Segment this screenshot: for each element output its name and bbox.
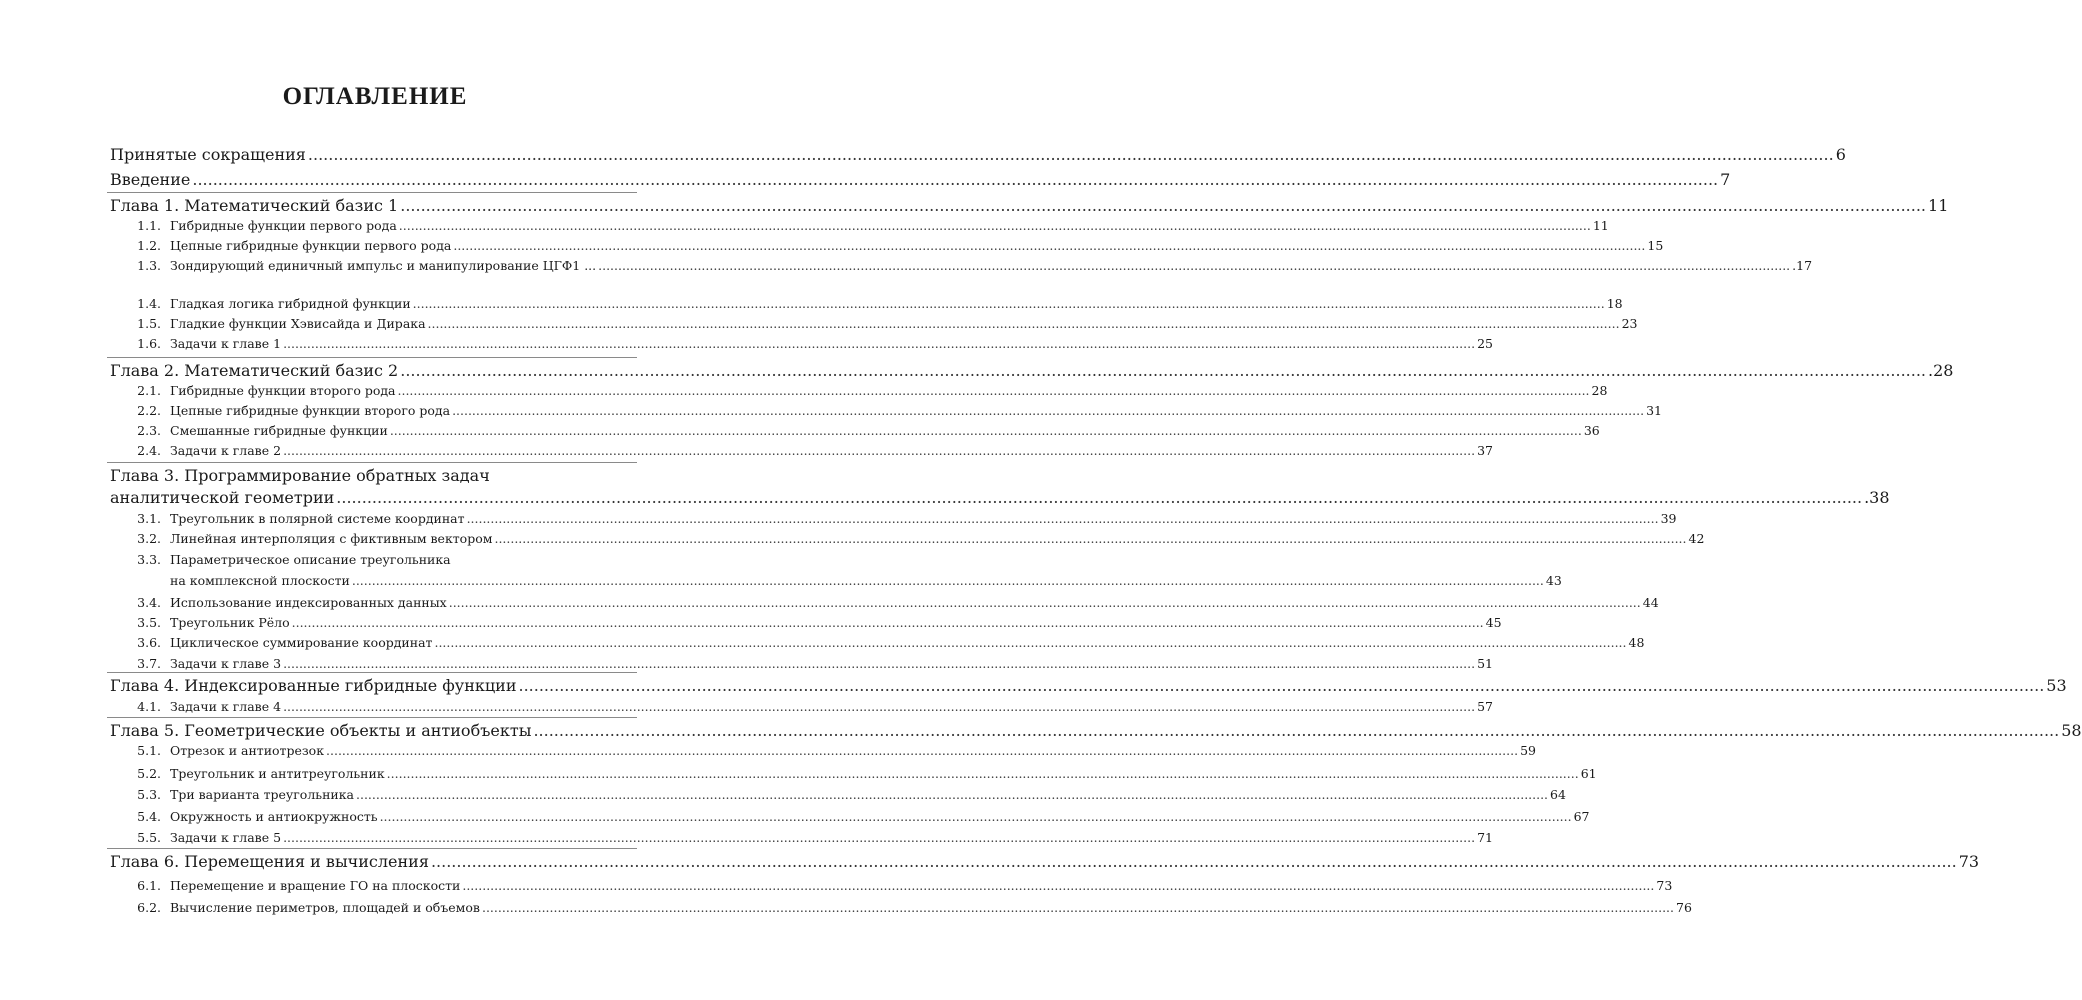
entry-title: Задачи к главе 4 <box>170 699 282 714</box>
page-number: 45 <box>1485 615 1502 630</box>
entry-title: Принятые сокращения <box>110 145 306 164</box>
page-number: 58 <box>2061 721 2082 740</box>
dot-leader: ............................................................................................................................................................................................................................................................................................................ <box>453 238 1646 253</box>
dot-leader: ............................................................................................................................................................................................................................................................................................................ <box>336 488 1863 507</box>
section-number: 3.2. <box>137 531 161 546</box>
entry-title: Вычисление периметров, площадей и объемов <box>170 900 480 915</box>
entry-title: Треугольник и антитреугольник <box>170 766 385 781</box>
dot-leader: ............................................................................................................................................................................................................................................................................................................ <box>307 145 1834 164</box>
section-number: 2.1. <box>137 383 161 398</box>
chapter-separator <box>107 462 637 463</box>
dot-leader: ............................................................................................................................................................................................................................................................................................................ <box>379 809 1572 824</box>
section-number: 2.3. <box>137 423 161 438</box>
entry-title: Задачи к главе 2 <box>170 443 282 458</box>
section-number: 4.1. <box>137 699 161 714</box>
page-number: 28 <box>1591 383 1608 398</box>
section-number: 5.4. <box>137 809 161 824</box>
entry-title: Глава 5. Геометрические объекты и антиобъекты <box>110 721 532 740</box>
section-number: 2.2. <box>137 403 161 418</box>
dot-leader: ............................................................................................................................................................................................................................................................................................................ <box>466 511 1659 526</box>
entry-title: Цепные гибридные функции первого рода <box>170 238 452 253</box>
entry-title: Задачи к главе 1 <box>170 336 282 351</box>
section-number: 3.5. <box>137 615 161 630</box>
section-number: 1.6. <box>137 336 161 351</box>
dot-leader: ............................................................................................................................................................................................................................................................................................................ <box>326 743 1519 758</box>
section-number: 1.2. <box>137 238 161 253</box>
page-number: 43 <box>1545 573 1562 588</box>
entry-title: Отрезок и антиотрезок <box>170 743 325 758</box>
page-number: 11 <box>1592 218 1609 233</box>
page-number: 44 <box>1642 595 1659 610</box>
entry-title: Треугольник в полярной системе координат <box>170 511 465 526</box>
section-number: 3.1. <box>137 511 161 526</box>
entry-title: Гладкие функции Хэвисайда и Дирака <box>170 316 426 331</box>
page-number: 59 <box>1520 743 1536 758</box>
page-number: 51 <box>1477 656 1493 671</box>
dot-leader: ............................................................................................................................................................................................................................................................................................................ <box>389 423 1582 438</box>
dot-leader: ............................................................................................................................................................................................................................................................................................................ <box>283 656 1476 671</box>
dot-leader: ............................................................................................................................................................................................................................................................................................................ <box>356 787 1549 802</box>
entry-title: Задачи к главе 5 <box>170 830 282 845</box>
page-number: 71 <box>1477 830 1493 845</box>
dot-leader: ............................................................................................................................................................................................................................................................................................................ <box>481 900 1675 915</box>
section-number: 1.3. <box>137 258 161 273</box>
entry-title: Глава 1. Математический базис 1 <box>110 196 399 215</box>
entry-title: Смешанные гибридные функции <box>170 423 388 438</box>
section-number: 1.4. <box>137 296 161 311</box>
page-title: ОГЛАВЛЕНИЕ <box>282 83 468 110</box>
chapter-separator <box>107 192 637 193</box>
page-number: .28 <box>1928 361 1954 380</box>
entry-title: Гибридные функции первого рода <box>170 218 397 233</box>
dot-leader: ............................................................................................................................................................................................................................................................................................................ <box>518 676 2045 695</box>
section-number: 3.6. <box>137 635 161 650</box>
page-number: 53 <box>2046 676 2067 695</box>
dot-leader: ............................................................................................................................................................................................................................................................................................................ <box>430 852 1957 871</box>
page-number: 42 <box>1688 531 1705 546</box>
page-number: 31 <box>1646 403 1662 418</box>
dot-leader: ............................................................................................................................................................................................................................................................................................................ <box>598 258 1791 273</box>
entry-title: Линейная интерполяция с фиктивным вектором <box>170 531 493 546</box>
dot-leader: ............................................................................................................................................................................................................................................................................................................ <box>434 635 1627 650</box>
page-number: .38 <box>1864 488 1890 507</box>
dot-leader: ............................................................................................................................................................................................................................................................................................................ <box>192 170 1719 189</box>
section-number: 5.3. <box>137 787 161 802</box>
page-number: 36 <box>1583 423 1600 438</box>
dot-leader: ............................................................................................................................................................................................................................................................................................................ <box>494 531 1687 546</box>
dot-leader: ............................................................................................................................................................................................................................................................................................................ <box>398 218 1591 233</box>
page-number: .17 <box>1792 258 1813 273</box>
entry-title: Глава 4. Индексированные гибридные функции <box>110 676 517 695</box>
entry-title: Введение <box>110 170 191 189</box>
section-number: 5.1. <box>137 743 161 758</box>
dot-leader: ............................................................................................................................................................................................................................................................................................................ <box>291 615 1484 630</box>
page-number: 61 <box>1580 766 1597 781</box>
entry-title: Глава 3. Программирование обратных задач <box>110 466 490 485</box>
entry-title: Задачи к главе 3 <box>170 656 282 671</box>
dot-leader: ............................................................................................................................................................................................................................................................................................................ <box>400 361 1927 380</box>
section-number: 5.5. <box>137 830 161 845</box>
chapter-separator <box>107 717 637 718</box>
page-number: 37 <box>1477 443 1493 458</box>
section-number: 2.4. <box>137 443 161 458</box>
entry-title: на комплексной плоскости <box>170 573 350 588</box>
entry-title: Гладкая логика гибридной функции <box>170 296 411 311</box>
dot-leader: ............................................................................................................................................................................................................................................................................................................ <box>283 699 1476 714</box>
dot-leader: ............................................................................................................................................................................................................................................................................................................ <box>283 830 1476 845</box>
dot-leader: ............................................................................................................................................................................................................................................................................................................ <box>427 316 1620 331</box>
page-number: 76 <box>1676 900 1692 915</box>
page-number: 25 <box>1477 336 1493 351</box>
page-number: 15 <box>1647 238 1664 253</box>
section-number: 6.1. <box>137 878 161 893</box>
dot-leader: ............................................................................................................................................................................................................................................................................................................ <box>400 196 1927 215</box>
dot-leader: ............................................................................................................................................................................................................................................................................................................ <box>386 766 1579 781</box>
page-number: 64 <box>1550 787 1566 802</box>
chapter-separator <box>107 672 637 673</box>
entry-title: Глава 6. Перемещения и вычисления <box>110 852 429 871</box>
section-number: 3.7. <box>137 656 161 671</box>
page-number: 73 <box>1656 878 1673 893</box>
section-number: 6.2. <box>137 900 161 915</box>
entry-title: Использование индексированных данных <box>170 595 447 610</box>
page-number: 18 <box>1606 296 1623 311</box>
section-number: 3.3. <box>137 552 161 567</box>
entry-title: Окружность и антиокружность <box>170 809 378 824</box>
dot-leader: ............................................................................................................................................................................................................................................................................................................ <box>283 336 1476 351</box>
page-number: 67 <box>1573 809 1590 824</box>
entry-title: Глава 2. Математический базис 2 <box>110 361 399 380</box>
entry-title: Треугольник Рёло <box>170 615 290 630</box>
page-number: 6 <box>1835 145 1846 164</box>
page-number: 23 <box>1621 316 1638 331</box>
page-number: 7 <box>1720 170 1731 189</box>
dot-leader: ............................................................................................................................................................................................................................................................................................................ <box>351 573 1544 588</box>
section-number: 1.5. <box>137 316 161 331</box>
entry-title: Гибридные функции второго рода <box>170 383 396 398</box>
entry-title: Зондирующий единичный импульс и манипулирование ЦГФ1 ... <box>170 258 597 273</box>
section-number: 5.2. <box>137 766 161 781</box>
chapter-separator <box>107 357 637 358</box>
entry-title: Цепные гибридные функции второго рода <box>170 403 451 418</box>
dot-leader: ............................................................................................................................................................................................................................................................................................................ <box>452 403 1645 418</box>
dot-leader: ............................................................................................................................................................................................................................................................................................................ <box>462 878 1655 893</box>
section-number: 3.4. <box>137 595 161 610</box>
entry-title: Три варианта треугольника <box>170 787 355 802</box>
entry-title: аналитической геометрии <box>110 488 335 507</box>
entry-title: Перемещение и вращение ГО на плоскости <box>170 878 461 893</box>
dot-leader: ............................................................................................................................................................................................................................................................................................................ <box>283 443 1476 458</box>
chapter-separator <box>107 848 637 849</box>
dot-leader: ............................................................................................................................................................................................................................................................................................................ <box>412 296 1605 311</box>
entry-title: Циклическое суммирование координат <box>170 635 433 650</box>
page-number: 57 <box>1477 699 1493 714</box>
dot-leader: ............................................................................................................................................................................................................................................................................................................ <box>448 595 1641 610</box>
dot-leader: ............................................................................................................................................................................................................................................................................................................ <box>533 721 2060 740</box>
page-number: 11 <box>1928 196 1949 215</box>
section-number: 1.1. <box>137 218 161 233</box>
dot-leader: ............................................................................................................................................................................................................................................................................................................ <box>397 383 1590 398</box>
page-number: 48 <box>1628 635 1645 650</box>
page-number: 73 <box>1958 852 1980 871</box>
entry-title: Параметрическое описание треугольника <box>170 552 451 567</box>
page-number: 39 <box>1660 511 1677 526</box>
